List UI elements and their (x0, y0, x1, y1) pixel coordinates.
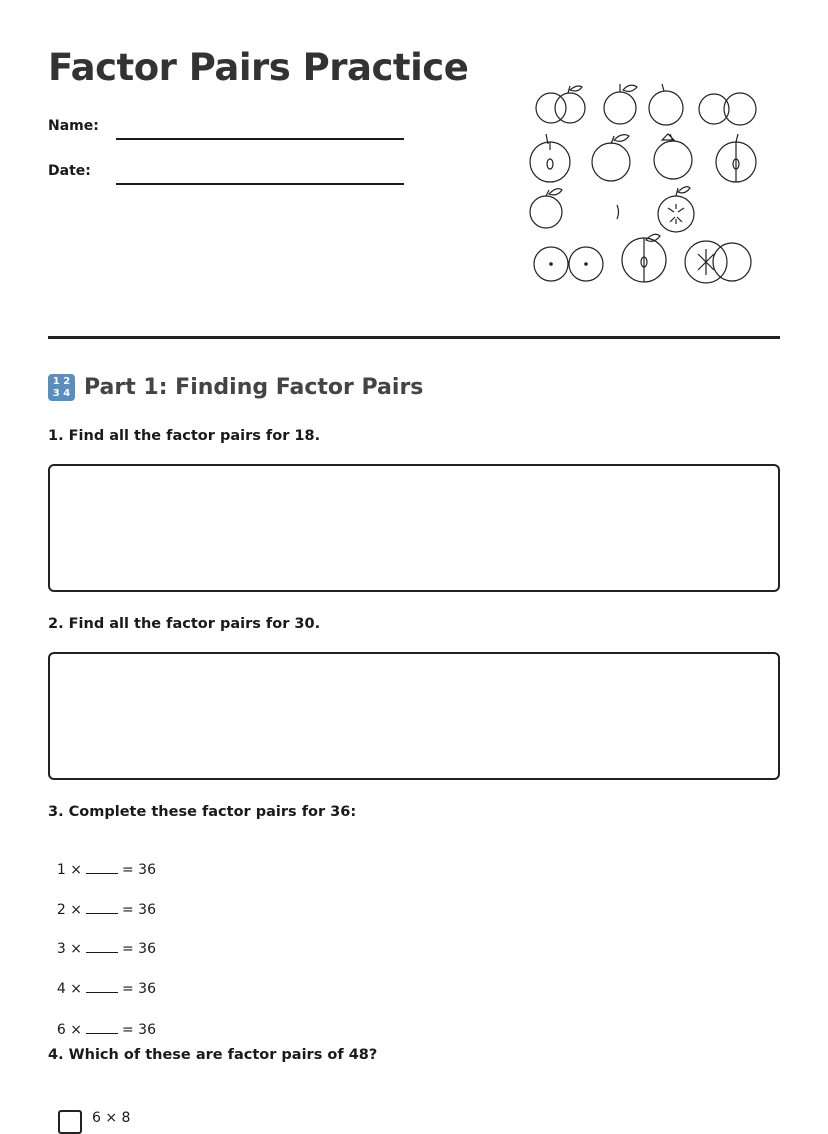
apple-icon (530, 134, 570, 182)
apple-icon (534, 247, 603, 281)
name-field[interactable] (116, 138, 404, 140)
question-4: 4. Which of these are factor pairs of 48? (48, 1047, 378, 1063)
blank-input[interactable] (86, 900, 118, 914)
apple-icon (658, 187, 694, 232)
apple-icon (649, 84, 683, 125)
option-label: 6 × 8 (92, 1110, 131, 1126)
date-field[interactable] (116, 183, 404, 185)
blank-input[interactable] (86, 939, 118, 953)
apple-icon (654, 134, 692, 179)
apple-icon (536, 86, 585, 123)
numbers-icon: 1 2 3 4 (48, 374, 75, 401)
blank-input[interactable] (86, 1020, 118, 1034)
date-label: Date: (48, 163, 91, 179)
question-2: 2. Find all the factor pairs for 30. (48, 616, 321, 632)
question-3: 3. Complete these factor pairs for 36: (48, 804, 357, 820)
apple-stem-icon (617, 205, 619, 219)
apple-icon (699, 93, 756, 125)
apples-illustration (526, 84, 766, 288)
apple-icon (592, 135, 630, 181)
apple-icon (716, 134, 756, 182)
answer-box-q2[interactable] (48, 652, 780, 780)
apple-icon (622, 234, 666, 282)
header-divider (48, 336, 780, 339)
factor-row: 3 × = 36 (56, 941, 156, 957)
factor-row: 2 × = 36 (56, 902, 156, 918)
factor-row: 1 × = 36 (56, 862, 156, 878)
blank-input[interactable] (86, 979, 118, 993)
factor-row: 4 × = 36 (56, 981, 156, 997)
apple-icon (685, 241, 751, 283)
apple-icon (604, 84, 637, 124)
blank-input[interactable] (86, 860, 118, 874)
section-title (48, 374, 423, 401)
name-label: Name: (48, 118, 99, 134)
apple-icon (530, 189, 562, 228)
worksheet-title: Factor Pairs Practice (48, 46, 469, 89)
answer-box-q1[interactable] (48, 464, 780, 592)
section-title-text: Part 1: Finding Factor Pairs (84, 375, 424, 400)
option-checkbox[interactable] (58, 1110, 82, 1134)
question-1: 1. Find all the factor pairs for 18. (48, 428, 321, 444)
factor-row: 6 × = 36 (56, 1022, 156, 1038)
